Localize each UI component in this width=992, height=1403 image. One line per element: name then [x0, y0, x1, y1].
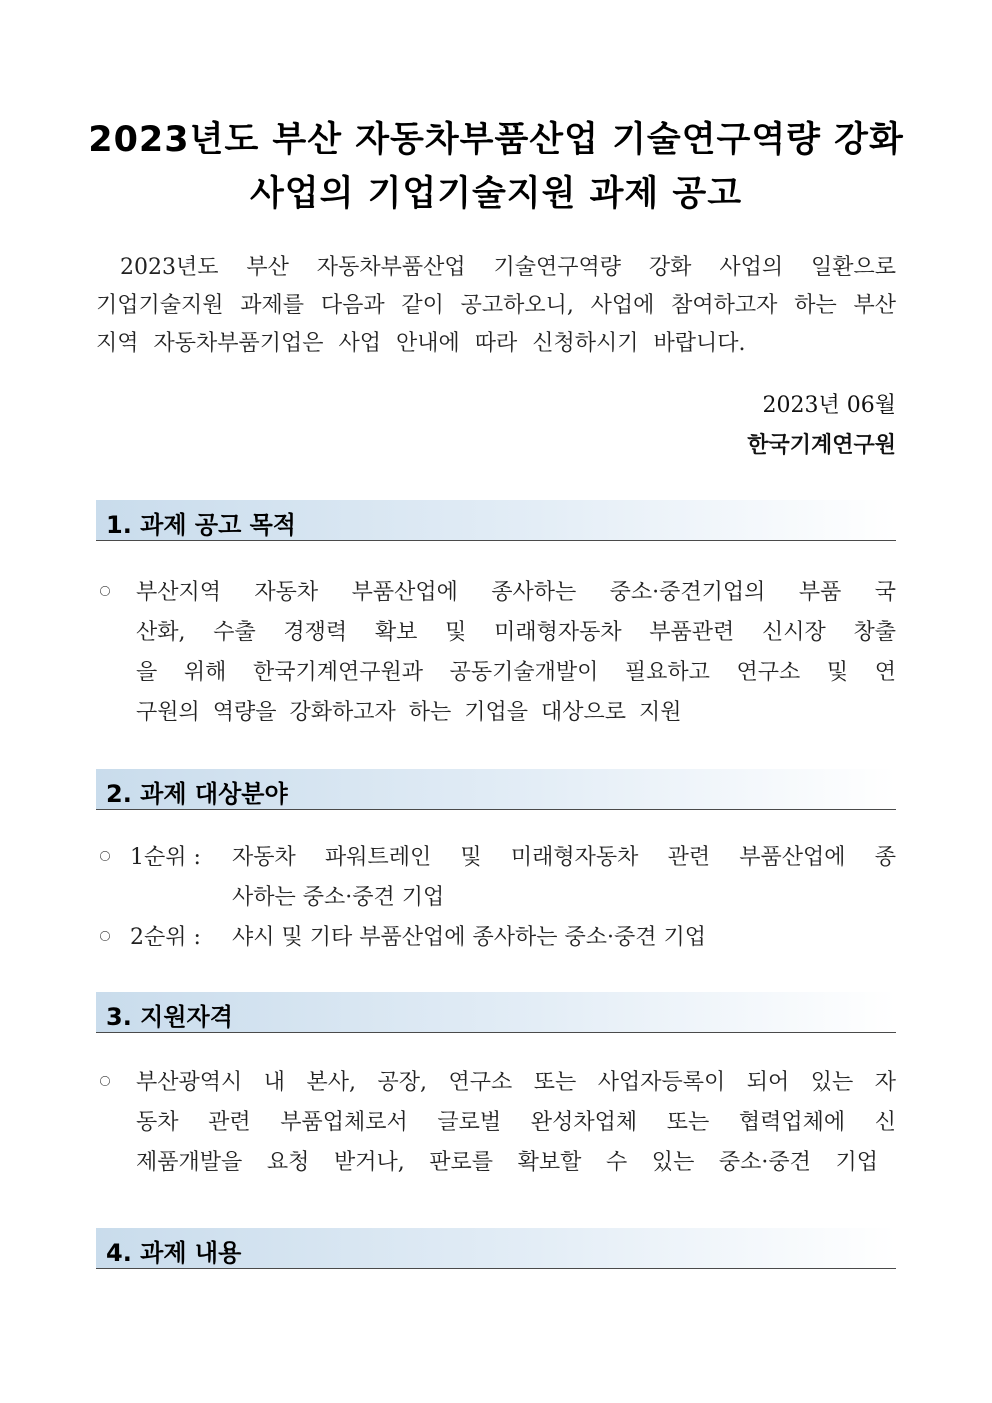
intro-paragraph-line-2: 기업기술지원 과제를 다음과 같이 공고하오니, 사업에 참여하고자 하는 부산 [96, 293, 896, 318]
purpose-line-2: 산화, 수출 경쟁력 확보 및 미래형자동차 부품관련 신시장 창출 [136, 620, 896, 645]
section-heading-text: 2. 과제 대상분야 [106, 780, 288, 808]
priority-label-1: 1순위 : [130, 845, 201, 870]
circle-bullet-icon [100, 931, 110, 941]
priority-label-2: 2순위 : [130, 925, 201, 950]
intro-paragraph-line-3: 지역 자동차부품기업은 사업 안내에 따라 신청하시기 바랍니다. [96, 331, 746, 356]
circle-bullet-icon [100, 586, 110, 596]
section-heading-eligibility [96, 992, 896, 1033]
section-heading-task-content [96, 1228, 896, 1269]
priority-2-line-1: 샤시 및 기타 부품산업에 종사하는 중소·중견 기업 [232, 925, 706, 950]
purpose-line-1: 부산지역 자동차 부품산업에 종사하는 중소·중견기업의 부품 국 [136, 580, 896, 605]
circle-bullet-icon [100, 851, 110, 861]
section-heading-text: 1. 과제 공고 목적 [106, 511, 296, 539]
announcement-date: 2023년 06월 [762, 393, 896, 418]
section-heading-target-fields [96, 769, 896, 810]
intro-paragraph-line-1: 2023년도 부산 자동차부품산업 기술연구역량 강화 사업의 일환으로 [120, 255, 896, 280]
section-heading-text: 4. 과제 내용 [106, 1239, 242, 1267]
purpose-line-4: 구원의 역량을 강화하고자 하는 기업을 대상으로 지원 [136, 700, 682, 725]
eligibility-line-3: 제품개발을 요청 받거나, 판로를 확보할 수 있는 중소·중견 기업 [136, 1150, 878, 1175]
section-heading-purpose [96, 500, 896, 541]
section-heading-text: 3. 지원자격 [106, 1003, 233, 1031]
priority-1-line-1: 자동차 파워트레인 및 미래형자동차 관련 부품산업에 종 [232, 845, 896, 870]
issuing-organization: 한국기계연구원 [747, 433, 896, 458]
eligibility-line-2: 동차 관련 부품업체로서 글로벌 완성차업체 또는 협력업체에 신 [136, 1110, 896, 1135]
priority-1-line-2: 사하는 중소·중견 기업 [232, 885, 445, 910]
document-title-line-1: 2023년도 부산 자동차부품산업 기술연구역량 강화 [88, 120, 904, 160]
purpose-line-3: 을 위해 한국기계연구원과 공동기술개발이 필요하고 연구소 및 연 [136, 660, 896, 685]
circle-bullet-icon [100, 1076, 110, 1086]
document-title-line-2: 사업의 기업기술지원 과제 공고 [249, 174, 743, 214]
eligibility-line-1: 부산광역시 내 본사, 공장, 연구소 또는 사업자등록이 되어 있는 자 [136, 1070, 896, 1095]
